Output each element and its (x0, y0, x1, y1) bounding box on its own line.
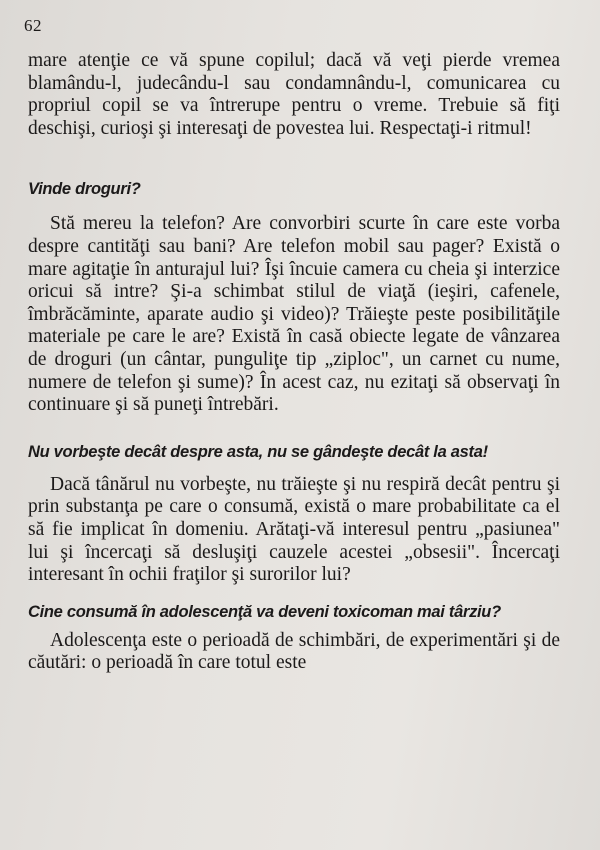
section-heading-sells-drugs: Vinde droguri? (28, 180, 141, 199)
paragraph-adolescence: Adolescenţa este o perioadă de schimbări, de experimentări şi de căutări: o perioadă în care totul este (28, 629, 560, 674)
section-heading-obsession: Nu vorbeşte decât despre asta, nu se gândeşte decât la asta! (28, 442, 488, 461)
paragraph-sells-drugs: Stă mereu la telefon? Are convorbiri scurte în care este vorba despre cantităţi sau bani? Are telefon mobil sau pager? Există o mare agitaţie în anturajul lui? Îşi încuie camera cu cheia şi interzice oricui să intre? Şi-a schimbat stilul de viaţă (ieşiri, cafenele, îmbrăcăminte, aparate audio şi video)? Trăieşte peste posibilităţile materiale pe care le are? Există în casă obiecte legate de vânzarea de droguri (un cântar, punguliţe tip „ziploc", un carnet cu nume, numere de telefon şi sume)? În acest caz, nu ezitaţi să observaţi în continuare şi să puneţi întrebări. (28, 213, 560, 416)
page-number: 62 (24, 16, 42, 35)
page-content (28, 50, 560, 675)
section-heading-adolescence: Cine consumă în adolescenţă va deveni toxicoman mai târziu? (28, 602, 501, 621)
paragraph-intro: mare atenţie ce vă spune copilul; dacă vă veţi pierde vremea blamându-l, judecându-l sau condamnându-l, comunicarea cu propriul copil se va întrerupe pentru o vreme. Trebuie să fiţi deschişi, curioşi şi interesaţi de povestea lui. Respectaţi-i ritmul! (28, 50, 560, 139)
paragraph-obsession: Dacă tânărul nu vorbeşte, nu trăieşte şi nu respiră decât pentru şi prin substanţa pe care o consumă, există o mare probabilitate ca el să fie implicat în domeniu. Arătaţi-vă interesul pentru „pasiunea" lui şi încercaţi să desluşiţi cauzele acestei „obsesii". Încercaţi interesant în ochii fraţilor şi surorilor lui? (28, 473, 560, 586)
